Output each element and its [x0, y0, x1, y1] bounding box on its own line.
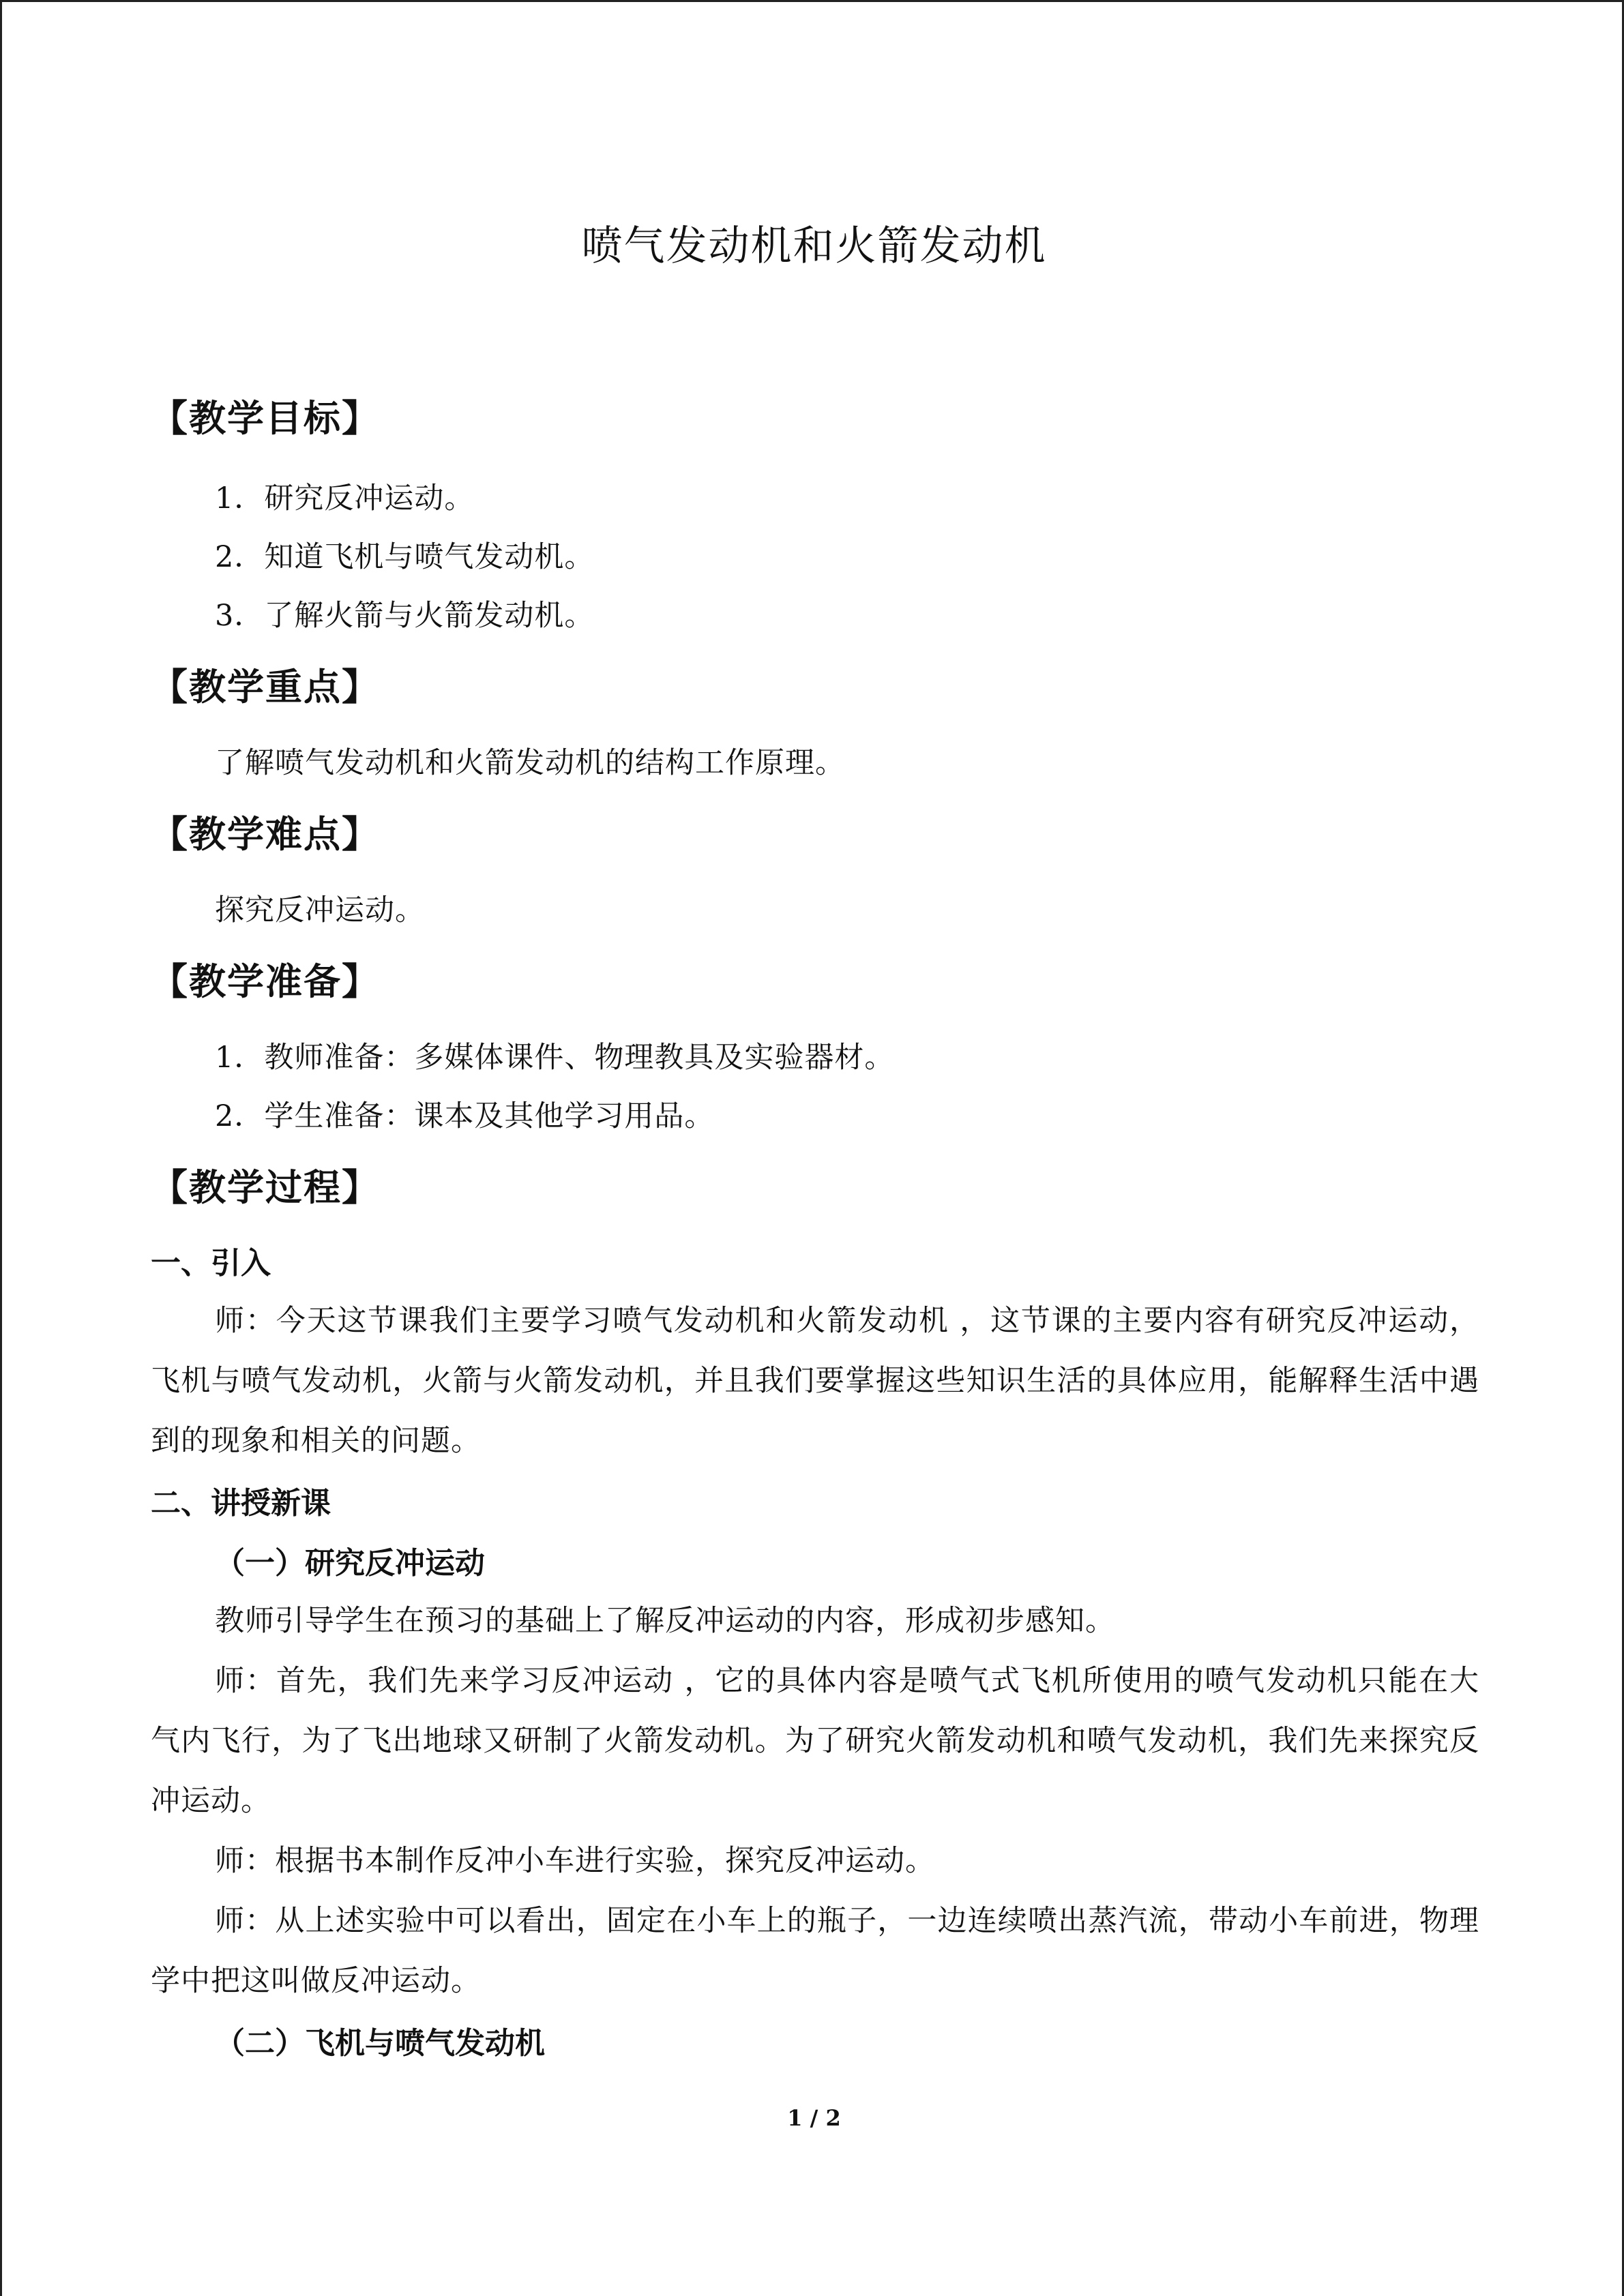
section-heading-objectives: 【教学目标】 — [151, 397, 380, 440]
difficulties-text: 探究反冲运动。 — [215, 893, 425, 927]
process-part1-heading: 一、引入 — [151, 1246, 271, 1281]
process-sub1-intro: 教师引导学生在预习的基础上了解反冲运动的内容，形成初步感知。 — [215, 1604, 1115, 1638]
process-sub1-paragraph: 师：根据书本制作反冲小车进行实验，探究反冲运动。 — [215, 1844, 935, 1878]
process-part1-paragraph: 师：今天这节课我们主要学习喷气发动机和火箭发动机 ，这节课的主要内容有研究反冲运动，飞机与喷气发动机，火箭与火箭发动机，并且我们要掌握这些知识生活的具体应用，能解释生活中遇到的现象和相关的问题。 — [151, 1304, 1479, 1458]
section-heading-preparation: 【教学准备】 — [151, 960, 380, 1003]
section-heading-difficulties: 【教学难点】 — [151, 813, 380, 856]
key-points-text: 了解喷气发动机和火箭发动机的结构工作原理。 — [215, 746, 845, 780]
section-heading-key-points: 【教学重点】 — [151, 666, 380, 709]
objective-item: 1．研究反冲运动。 — [215, 481, 475, 516]
process-part2-heading: 二、讲授新课 — [151, 1486, 331, 1521]
page-title: 喷气发动机和火箭发动机 — [581, 222, 1047, 270]
process-sub2-heading: （二）飞机与喷气发动机 — [215, 2026, 545, 2061]
process-sub1-paragraph: 师：首先，我们先来学习反冲运动 ，它的具体内容是喷气式飞机所使用的喷气发动机只能在大气内飞行，为了飞出地球又研制了火箭发动机。为了研究火箭发动机和喷气发动机，我们先来探究反冲运动。 — [151, 1664, 1479, 1818]
preparation-item: 1．教师准备：多媒体课件、物理教具及实验器材。 — [215, 1041, 895, 1075]
objective-item: 2．知道飞机与喷气发动机。 — [215, 540, 595, 574]
preparation-item: 2．学生准备：课本及其他学习用品。 — [215, 1099, 715, 1133]
page-number: 1 / 2 — [787, 2105, 841, 2131]
process-sub1-paragraph: 师：从上述实验中可以看出，固定在小车上的瓶子，一边连续喷出蒸汽流，带动小车前进，物理学中把这叫做反冲运动。 — [151, 1904, 1479, 1998]
section-heading-process: 【教学过程】 — [151, 1166, 380, 1209]
process-sub1-heading: （一）研究反冲运动 — [215, 1546, 485, 1581]
objective-item: 3．了解火箭与火箭发动机。 — [215, 599, 595, 633]
